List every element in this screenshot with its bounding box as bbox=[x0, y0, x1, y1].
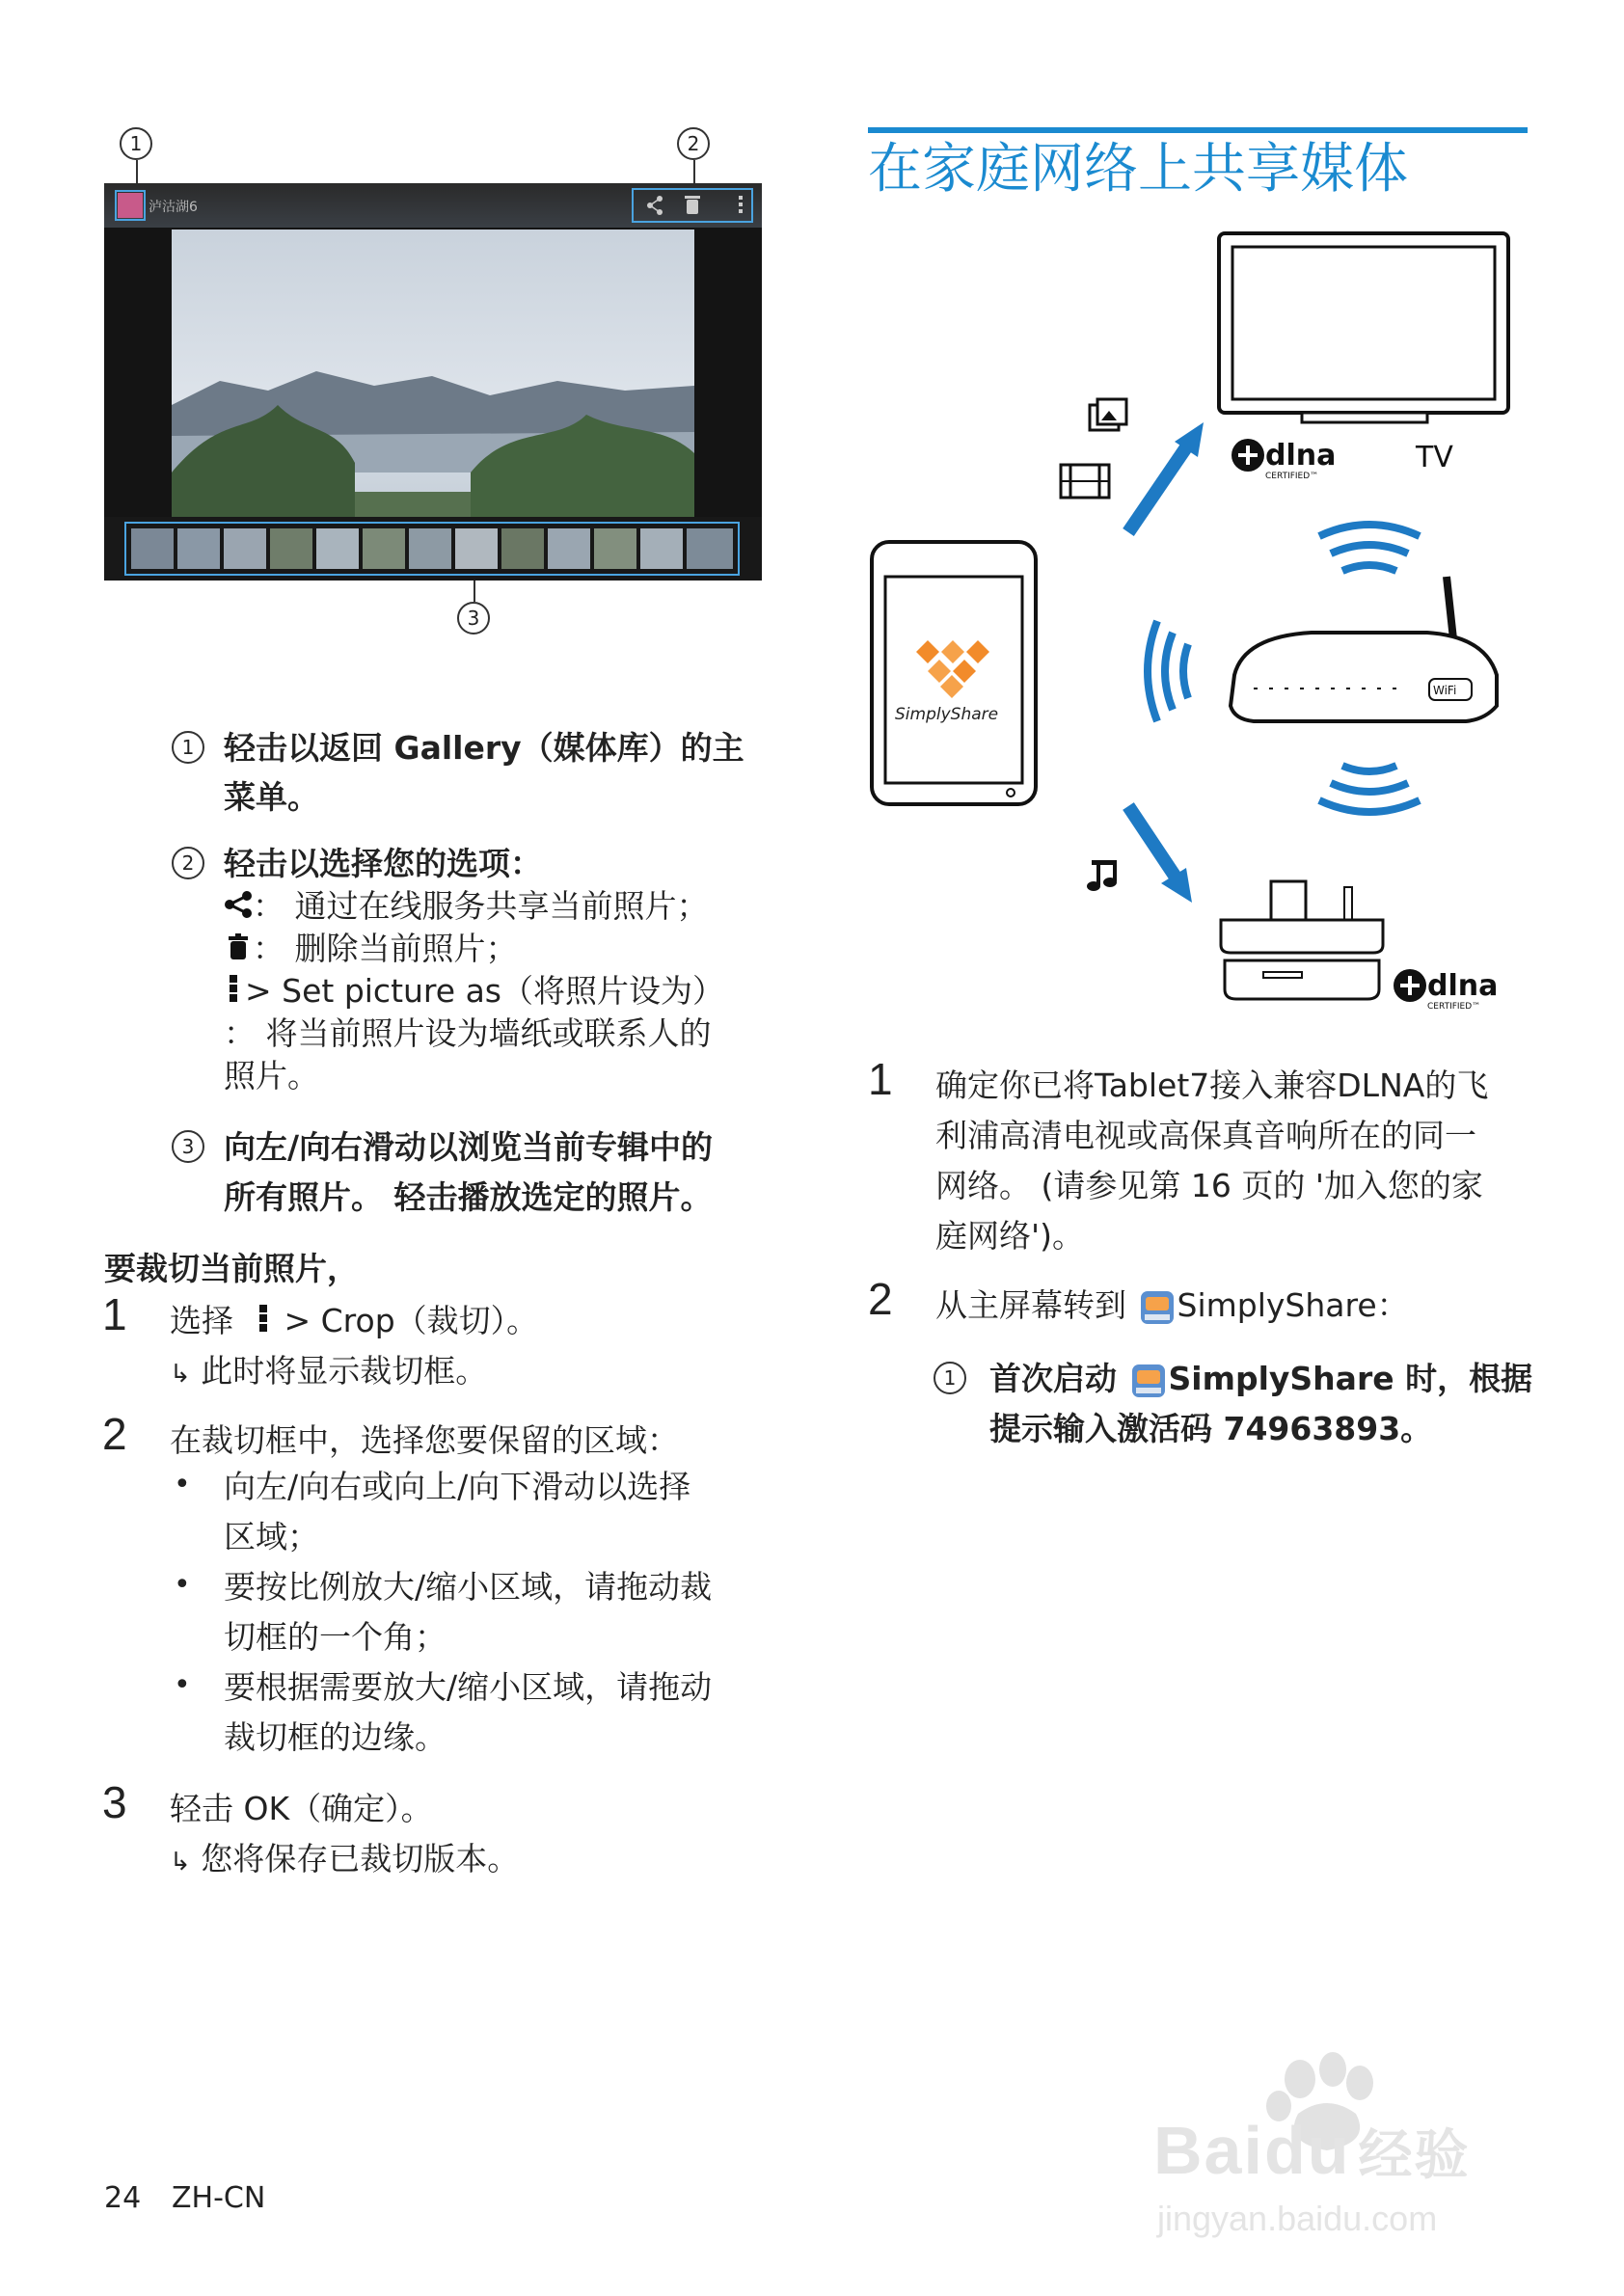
r-step-2-pre: 从主屏幕转到 bbox=[935, 1286, 1126, 1324]
item-3-line1: 向左/向右滑动以浏览当前专辑中的 bbox=[224, 1128, 714, 1166]
more-icon-step bbox=[254, 1298, 275, 1347]
wifi-signal-bottom bbox=[1319, 766, 1420, 812]
page-lang: ZH-CN bbox=[172, 2181, 266, 2215]
tv-label: TV bbox=[1416, 441, 1453, 474]
item-2-title: 轻击以选择您的选项： bbox=[224, 845, 542, 882]
step-2-number: 2 bbox=[102, 1409, 127, 1459]
item-3-number: 3 bbox=[172, 1130, 204, 1163]
arrow-to-speaker bbox=[1128, 806, 1192, 903]
gallery-screenshot-art bbox=[104, 183, 762, 581]
delete-desc: ： 删除当前照片； bbox=[253, 930, 518, 967]
step-1-post: > Crop（裁切）。 bbox=[284, 1302, 539, 1339]
step-3-number: 3 bbox=[102, 1777, 127, 1827]
callout-1: 1 bbox=[120, 127, 152, 160]
svg-text:SimplyShare: SimplyShare bbox=[895, 705, 999, 724]
callout-3: 3 bbox=[457, 602, 490, 635]
step-2-text: 在裁切框中，选择您要保留的区域： bbox=[170, 1421, 679, 1459]
bullet-2-l2: 切框的一个角； bbox=[224, 1618, 447, 1656]
svg-text:WiFi: WiFi bbox=[1433, 684, 1457, 697]
result-arrow-icon: ↳ bbox=[170, 1360, 191, 1389]
dlna-logo-tv bbox=[1232, 439, 1336, 481]
bullet-1-l1: 向左/向右或向上/向下滑动以选择 bbox=[224, 1468, 691, 1505]
callout-2-line bbox=[693, 160, 695, 183]
bullet-3-l1: 要根据需要放大/缩小区域，请拖动 bbox=[224, 1668, 713, 1706]
svg-text:dlna: dlna bbox=[1265, 439, 1337, 473]
step-1-number: 1 bbox=[102, 1289, 127, 1339]
callout-3-line bbox=[474, 581, 475, 602]
bullet-2-dot: • bbox=[174, 1568, 191, 1602]
simplyshare-app-icon[interactable] bbox=[1141, 1291, 1174, 1324]
r-step-2-number: 2 bbox=[868, 1274, 893, 1324]
bullet-1-dot: • bbox=[174, 1468, 191, 1501]
album-label: 泸沽湖6 bbox=[149, 200, 198, 215]
photo-icon bbox=[1090, 399, 1126, 430]
result-arrow-icon: ↳ bbox=[170, 1848, 191, 1877]
watermark-url: jingyan.baidu.com bbox=[1157, 2199, 1438, 2238]
simplyshare-app-icon[interactable] bbox=[1132, 1364, 1165, 1397]
r-sub-1-number: 1 bbox=[934, 1362, 966, 1394]
wifi-signal-top bbox=[1319, 525, 1420, 571]
watermark-brand: Baidu 经验 bbox=[1153, 2113, 1471, 2188]
network-diagram bbox=[868, 228, 1533, 1018]
film-icon bbox=[1061, 465, 1109, 498]
r-step-1-l4: 庭网络')。 bbox=[935, 1217, 1084, 1255]
r-sub-1-pre: 首次启动 bbox=[989, 1360, 1117, 1397]
item-2-number: 2 bbox=[172, 847, 204, 879]
r-sub-1-l1 bbox=[989, 1354, 1532, 1403]
callout-2: 2 bbox=[677, 127, 710, 160]
step-3-result-text: 您将保存已裁切版本。 bbox=[201, 1840, 520, 1877]
bullet-3-l2: 裁切框的边缘。 bbox=[224, 1718, 447, 1756]
step-3-text: 轻击 OK（确定）。 bbox=[170, 1790, 433, 1827]
item-3-line2: 所有照片。 轻击播放选定的照片。 bbox=[224, 1178, 713, 1216]
r-step-1-l3: 网络。 (请参见第 16 页的 '加入您的家 bbox=[935, 1167, 1483, 1204]
wifi-signal-left bbox=[1148, 621, 1188, 721]
svg-text:CERTIFIED™: CERTIFIED™ bbox=[1427, 1002, 1481, 1012]
speaker-dock-icon bbox=[1221, 881, 1383, 999]
heading-rule bbox=[868, 127, 1528, 133]
r-step-1-l2: 利浦高清电视或高保真音响所在的同一 bbox=[935, 1117, 1476, 1154]
callout-1-line bbox=[136, 160, 138, 183]
step-1-result bbox=[170, 1346, 487, 1399]
r-step-1-number: 1 bbox=[868, 1054, 893, 1104]
more-desc: > Set picture as（将照片设为） bbox=[245, 972, 724, 1010]
tv-icon bbox=[1219, 233, 1508, 422]
section-heading: 在家庭网络上共享媒体 bbox=[868, 138, 1408, 201]
gallery-screenshot bbox=[104, 183, 762, 581]
bullet-2-l1: 要按比例放大/缩小区域，请拖动裁 bbox=[224, 1568, 713, 1606]
more-icon-small[interactable] bbox=[739, 196, 743, 213]
step-1-text bbox=[170, 1296, 538, 1347]
r-step-2-post: SimplyShare： bbox=[1177, 1286, 1409, 1324]
more-desc-line2: ： 将当前照片设为墙纸或联系人的 bbox=[224, 1014, 712, 1052]
step-3-result bbox=[170, 1834, 519, 1887]
svg-text:dlna: dlna bbox=[1427, 969, 1499, 1003]
item-1-text: 轻击以返回 Gallery（媒体库）的主菜单。 bbox=[224, 729, 744, 816]
music-note-icon bbox=[1087, 860, 1117, 891]
arrow-to-tv bbox=[1128, 422, 1204, 532]
svg-text:CERTIFIED™: CERTIFIED™ bbox=[1265, 472, 1319, 481]
bullet-3-dot: • bbox=[174, 1668, 191, 1702]
r-step-2-text bbox=[935, 1281, 1409, 1330]
dlna-logo-speaker bbox=[1394, 969, 1498, 1012]
r-sub-1-l2: 提示输入激活码 74963893。 bbox=[989, 1410, 1433, 1447]
baidu-watermark bbox=[1153, 2044, 1539, 2247]
bullet-1-l2: 区域； bbox=[224, 1518, 319, 1555]
step-1-pre: 选择 bbox=[170, 1302, 233, 1339]
page-number: 24 bbox=[104, 2181, 142, 2215]
share-desc: ： 通过在线服务共享当前照片； bbox=[253, 887, 709, 925]
more-desc-line3: 照片。 bbox=[224, 1057, 319, 1094]
crop-heading: 要裁切当前照片， bbox=[104, 1250, 359, 1287]
r-sub-1-post: SimplyShare 时，根据 bbox=[1168, 1360, 1533, 1397]
router-icon bbox=[1231, 577, 1497, 721]
tablet-icon bbox=[872, 542, 1036, 804]
trash-icon-small[interactable] bbox=[685, 196, 700, 214]
item-1-number: 1 bbox=[172, 731, 204, 764]
r-step-1-l1: 确定你已将Tablet7接入兼容DLNA的飞 bbox=[935, 1067, 1489, 1104]
step-1-result-text: 此时将显示裁切框。 bbox=[201, 1352, 488, 1390]
